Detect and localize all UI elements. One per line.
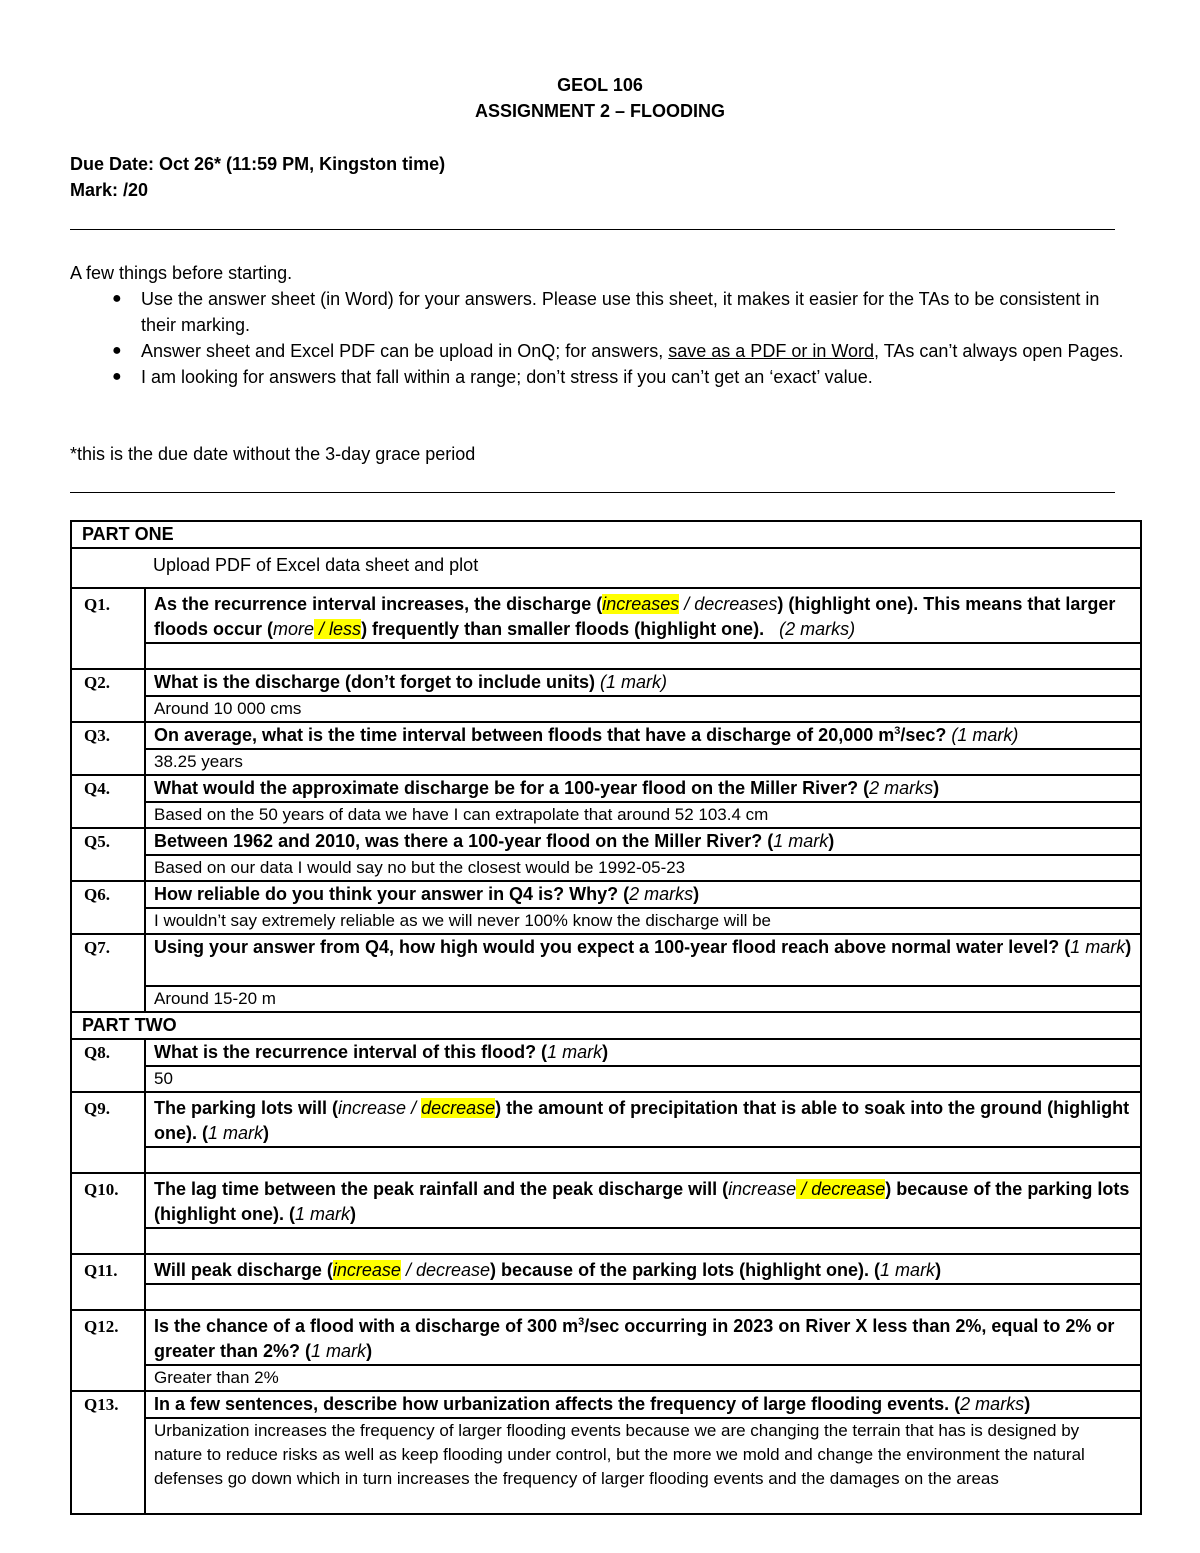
marks: 1 mark: [208, 1123, 264, 1143]
option: decrease: [415, 1260, 491, 1280]
question-q11: Will peak discharge (increase / decrease) because of the parking lots (highlight one). (1 mark): [145, 1254, 1141, 1284]
option-highlighted: increases: [602, 594, 680, 614]
question-number: Q11.: [71, 1254, 145, 1310]
mark-total: Mark: /20: [70, 180, 149, 200]
answer-q6[interactable]: I wouldn’t say extremely reliable as we will never 100% know the discharge will be: [145, 908, 1141, 934]
question-number: Q6.: [71, 881, 145, 934]
assignment-meta: [70, 151, 445, 203]
marks: 1 mark: [311, 1341, 367, 1361]
question-q9: The parking lots will (increase / decrease) the amount of precipitation that is able to soak into the ground (highlight one). (1 mark): [145, 1092, 1141, 1147]
marks: 1 mark: [880, 1260, 936, 1280]
answer-q1[interactable]: [145, 643, 1141, 669]
answer-q9[interactable]: [145, 1147, 1141, 1173]
bullet-dot-icon: ●: [112, 368, 122, 385]
part-one-label: PART ONE: [71, 521, 1141, 548]
marks: 1 mark: [1070, 937, 1126, 957]
answer-table: [70, 520, 1142, 1515]
question-number: Q13.: [71, 1391, 145, 1514]
question-q12: Is the chance of a flood with a discharge of 300 $m^3/\sec$ occurring in 2023 on River X less than 2%, equal to 2% or greater than 2%? (1 mark): [145, 1310, 1141, 1365]
course-title: GEOL 106: [557, 75, 643, 95]
marks: 1 mark: [547, 1042, 603, 1062]
question-number: Q2.: [71, 669, 145, 722]
answer-q10[interactable]: [145, 1228, 1141, 1254]
bullet-text: , TAs can’t always open Pages.: [874, 341, 1124, 361]
question-number: Q1.: [71, 588, 145, 669]
question-q7: Using your answer from Q4, how high would you expect a 100-year flood reach above normal water level? (1 mark): [145, 934, 1141, 986]
option-highlighted: decrease: [421, 1098, 496, 1118]
bullet-text: Use the answer sheet (in Word) for your answers. Please use this sheet, it makes it easier for the TAs to be consistent in their marking.: [141, 289, 1100, 335]
question-number: Q7.: [71, 934, 145, 1012]
option-highlighted: less: [329, 619, 362, 639]
document-header: [0, 72, 1200, 124]
question-number: Q5.: [71, 828, 145, 881]
bullet-text: I am looking for answers that fall within a range; don’t stress if you can’t get an ‘exact’ value.: [141, 367, 873, 387]
answer-q12[interactable]: Greater than 2%: [145, 1365, 1141, 1391]
marks: 2 marks: [869, 778, 934, 798]
marks: 1 mark: [294, 1204, 350, 1224]
underlined-text: save as a PDF or in Word: [668, 341, 875, 361]
marks: (1 mark): [600, 672, 668, 692]
question-q6: How reliable do you think your answer in Q4 is? Why? (2 marks): [145, 881, 1141, 908]
question-number: Q8.: [71, 1039, 145, 1092]
answer-q3[interactable]: 38.25 years: [145, 749, 1141, 775]
option: more: [273, 619, 315, 639]
answer-q7[interactable]: Around 15-20 m: [145, 986, 1141, 1012]
option: increase: [338, 1098, 407, 1118]
intro-lead: A few things before starting.: [70, 263, 293, 283]
marks: 2 marks: [629, 884, 694, 904]
question-q3: On average, what is the time interval between floods that have a discharge of 20,000 $m^3/\sec$? (1 mark): [145, 722, 1141, 749]
option-highlighted: increase: [332, 1260, 401, 1280]
answer-q11[interactable]: [145, 1284, 1141, 1310]
answer-q13[interactable]: Urbanization increases the frequency of larger flooding events because we are changing the terrain that has is designed by nature to reduce risks as well as keep flooding under control, but the more we mold and change the environment the natural defenses go down which in turn increases the frequency of larger flooding events and the damages on the areas: [145, 1418, 1141, 1514]
answer-q4[interactable]: Based on the 50 years of data we have I can extrapolate that around 52 103.4 cm: [145, 802, 1141, 828]
answer-q5[interactable]: Based on our data I would say no but the closest would be 1992-05-23: [145, 855, 1141, 881]
grace-note: *this is the due date without the 3-day grace period: [70, 444, 476, 464]
bullet-dot-icon: ●: [112, 342, 122, 359]
bullet-dot-icon: ●: [112, 290, 122, 307]
marks: (2 marks): [779, 619, 856, 639]
question-q4: What would the approximate discharge be for a 100-year flood on the Miller River? (2 marks): [145, 775, 1141, 802]
question-q13: In a few sentences, describe how urbanization affects the frequency of large flooding events. (2 marks): [145, 1391, 1141, 1418]
question-number: Q10.: [71, 1173, 145, 1254]
intro-bullets: [70, 286, 1130, 390]
divider-bottom: [70, 492, 1115, 493]
bullet-item: [70, 364, 1130, 390]
question-q1: As the recurrence interval increases, the discharge (increases / decreases) (highlight one). This means that larger floods occur (more / less) frequently than smaller floods (highlight one). (2 marks): [145, 588, 1141, 643]
option: increase: [728, 1179, 797, 1199]
bullet-item: [70, 286, 1130, 338]
option-highlighted: decrease: [811, 1179, 886, 1199]
answer-q8[interactable]: 50: [145, 1066, 1141, 1092]
part-two-label: PART TWO: [71, 1012, 1141, 1039]
question-number: Q4.: [71, 775, 145, 828]
option: decreases: [694, 594, 778, 614]
question-q5: Between 1962 and 2010, was there a 100-year flood on the Miller River? (1 mark): [145, 828, 1141, 855]
marks: 1 mark: [773, 831, 829, 851]
upload-instruction: Upload PDF of Excel data sheet and plot: [145, 548, 1141, 588]
question-number: Q9.: [71, 1092, 145, 1173]
bullet-item: [70, 338, 1130, 364]
question-q2: What is the discharge (don’t forget to include units) (1 mark): [145, 669, 1141, 696]
question-q10: The lag time between the peak rainfall and the peak discharge will (increase / decrease) because of the parking lots (highlight one). (1 mark): [145, 1173, 1141, 1228]
bullet-text: Answer sheet and Excel PDF can be upload in OnQ; for answers,: [141, 341, 669, 361]
marks: (1 mark): [951, 725, 1019, 745]
divider-top: [70, 229, 1115, 230]
assignment-title: ASSIGNMENT 2 – FLOODING: [474, 101, 726, 121]
intro-section: [70, 260, 1130, 390]
due-date: Due Date: Oct 26* (11:59 PM, Kingston time): [70, 154, 446, 174]
question-number: Q12.: [71, 1310, 145, 1391]
question-number: Q3.: [71, 722, 145, 775]
answer-q2[interactable]: Around 10 000 cms: [145, 696, 1141, 722]
question-q8: What is the recurrence interval of this flood? (1 mark): [145, 1039, 1141, 1066]
marks: 2 marks: [960, 1394, 1025, 1414]
